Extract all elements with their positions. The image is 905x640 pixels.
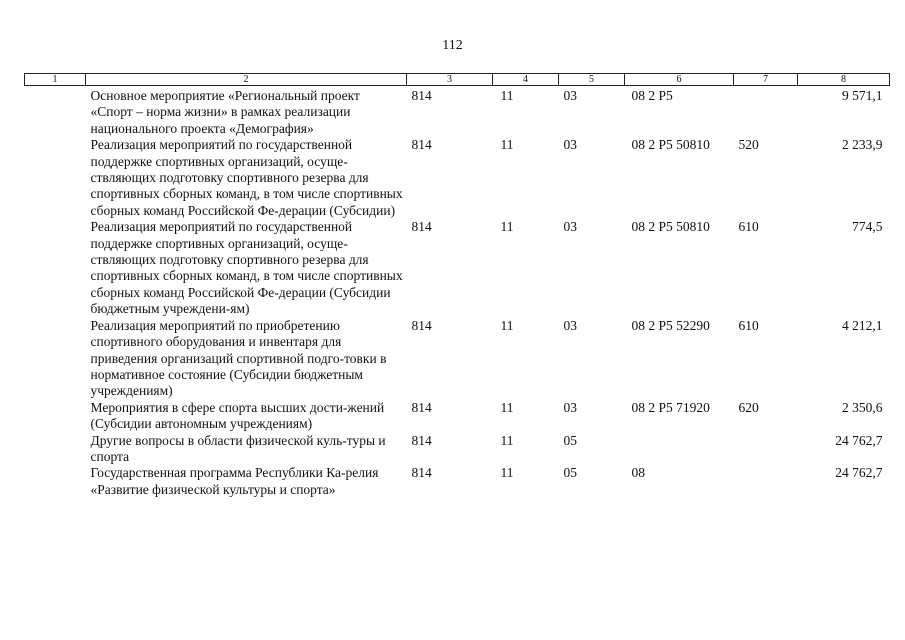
expense-type-cell: 610: [738, 317, 759, 333]
target-article-cell: 08: [631, 465, 645, 481]
column-header-7: 7: [734, 74, 798, 86]
table-row: [25, 137, 890, 219]
row-name-cell: Реализация мероприятий по приобретению спортивного оборудования и инвентаря для приведения организаций спортивной подго-товки в нормативное состояние (Субсидии бюджетным учреждениям): [90, 317, 387, 399]
target-article-cell: 08 2 P5 50810: [631, 137, 710, 153]
row-number-cell: [25, 433, 86, 466]
column-header-4: 4: [493, 74, 559, 86]
row-name-cell: Основное мероприятие «Региональный проект «Спорт – норма жизни» в рамках реализации национального проекта «Демография»: [90, 88, 360, 136]
expense-type-cell: 610: [738, 219, 759, 235]
target-article-cell: [625, 433, 734, 466]
amount-cell: 2 350,6: [842, 399, 883, 415]
subsection-cell: 05: [563, 432, 577, 448]
subsection-cell: 03: [563, 219, 577, 235]
ministry-cell: 814: [411, 88, 432, 103]
table-row: [25, 400, 890, 433]
section-cell: 11: [500, 432, 514, 448]
target-article-cell: 08 2 P5 52290: [631, 317, 710, 333]
amount-cell: 2 233,9: [842, 137, 883, 153]
section-cell: 11: [500, 317, 514, 333]
ministry-cell: 814: [411, 317, 432, 333]
table-row: [25, 86, 890, 138]
table-row: [25, 318, 890, 400]
column-header-5: 5: [559, 74, 625, 86]
section-cell: 11: [500, 465, 514, 481]
target-article-cell: 08 2 P5 71920: [631, 399, 710, 415]
expense-type-cell: [734, 465, 798, 498]
expense-type-cell: [734, 86, 798, 138]
target-article-cell: 08 2 P5: [631, 88, 673, 103]
table-row: [25, 433, 890, 466]
ministry-cell: 814: [411, 399, 432, 415]
table-row: [25, 219, 890, 317]
subsection-cell: 03: [563, 399, 577, 415]
amount-cell: 4 212,1: [842, 317, 883, 333]
ministry-cell: 814: [411, 465, 432, 481]
column-number-header: [25, 74, 890, 86]
column-header-2: 2: [86, 74, 407, 86]
row-name-cell: Мероприятия в сфере спорта высших дости-жений (Субсидии автономным учреждениям): [90, 399, 385, 432]
section-cell: 11: [500, 88, 514, 103]
ministry-cell: 814: [411, 137, 432, 153]
row-number-cell: [25, 318, 86, 400]
section-cell: 11: [500, 219, 514, 235]
column-header-8: 8: [798, 74, 890, 86]
amount-cell: 24 762,7: [835, 465, 883, 481]
budget-table: [24, 73, 890, 498]
row-name-cell: Реализация мероприятий по государственной поддержке спортивных организаций, осуще-ствляющих подготовку спортивного резерва для спортивных сборных команд, в том числе спортивных сборных команд Российской Фе-дерации (Субсидии): [90, 137, 403, 218]
section-cell: 11: [500, 137, 514, 153]
page-number: 112: [442, 38, 463, 53]
column-header-1: 1: [25, 74, 86, 86]
row-name-cell: Реализация мероприятий по государственной поддержке спортивных организаций, осуще-ствляющих подготовку спортивного резерва для спортивных сборных команд, в том числе спортивных сборных команд Российской Фе-дерации (Субсидии бюджетным учреждени-ям): [90, 219, 403, 317]
subsection-cell: 03: [563, 88, 577, 103]
subsection-cell: 05: [563, 465, 577, 481]
subsection-cell: 03: [563, 317, 577, 333]
row-number-cell: [25, 219, 86, 317]
column-header-3: 3: [407, 74, 493, 86]
row-number-cell: [25, 400, 86, 433]
amount-cell: 24 762,7: [835, 432, 883, 448]
table-row: [25, 465, 890, 498]
row-number-cell: [25, 465, 86, 498]
target-article-cell: 08 2 P5 50810: [631, 219, 710, 235]
ministry-cell: 814: [411, 219, 432, 235]
row-name-cell: Другие вопросы в области физической куль-туры и спорта: [90, 432, 386, 464]
amount-cell: 774,5: [852, 219, 883, 235]
section-cell: 11: [500, 399, 514, 415]
column-header-6: 6: [625, 74, 734, 86]
subsection-cell: 03: [563, 137, 577, 153]
expense-type-cell: 620: [738, 399, 759, 415]
row-number-cell: [25, 137, 86, 219]
expense-type-cell: [734, 433, 798, 466]
ministry-cell: 814: [411, 432, 432, 448]
expense-type-cell: 520: [738, 137, 759, 153]
row-number-cell: [25, 86, 86, 138]
amount-cell: 9 571,1: [842, 88, 883, 103]
row-name-cell: Государственная программа Республики Ка-релия «Развитие физической культуры и спорта»: [90, 465, 379, 497]
